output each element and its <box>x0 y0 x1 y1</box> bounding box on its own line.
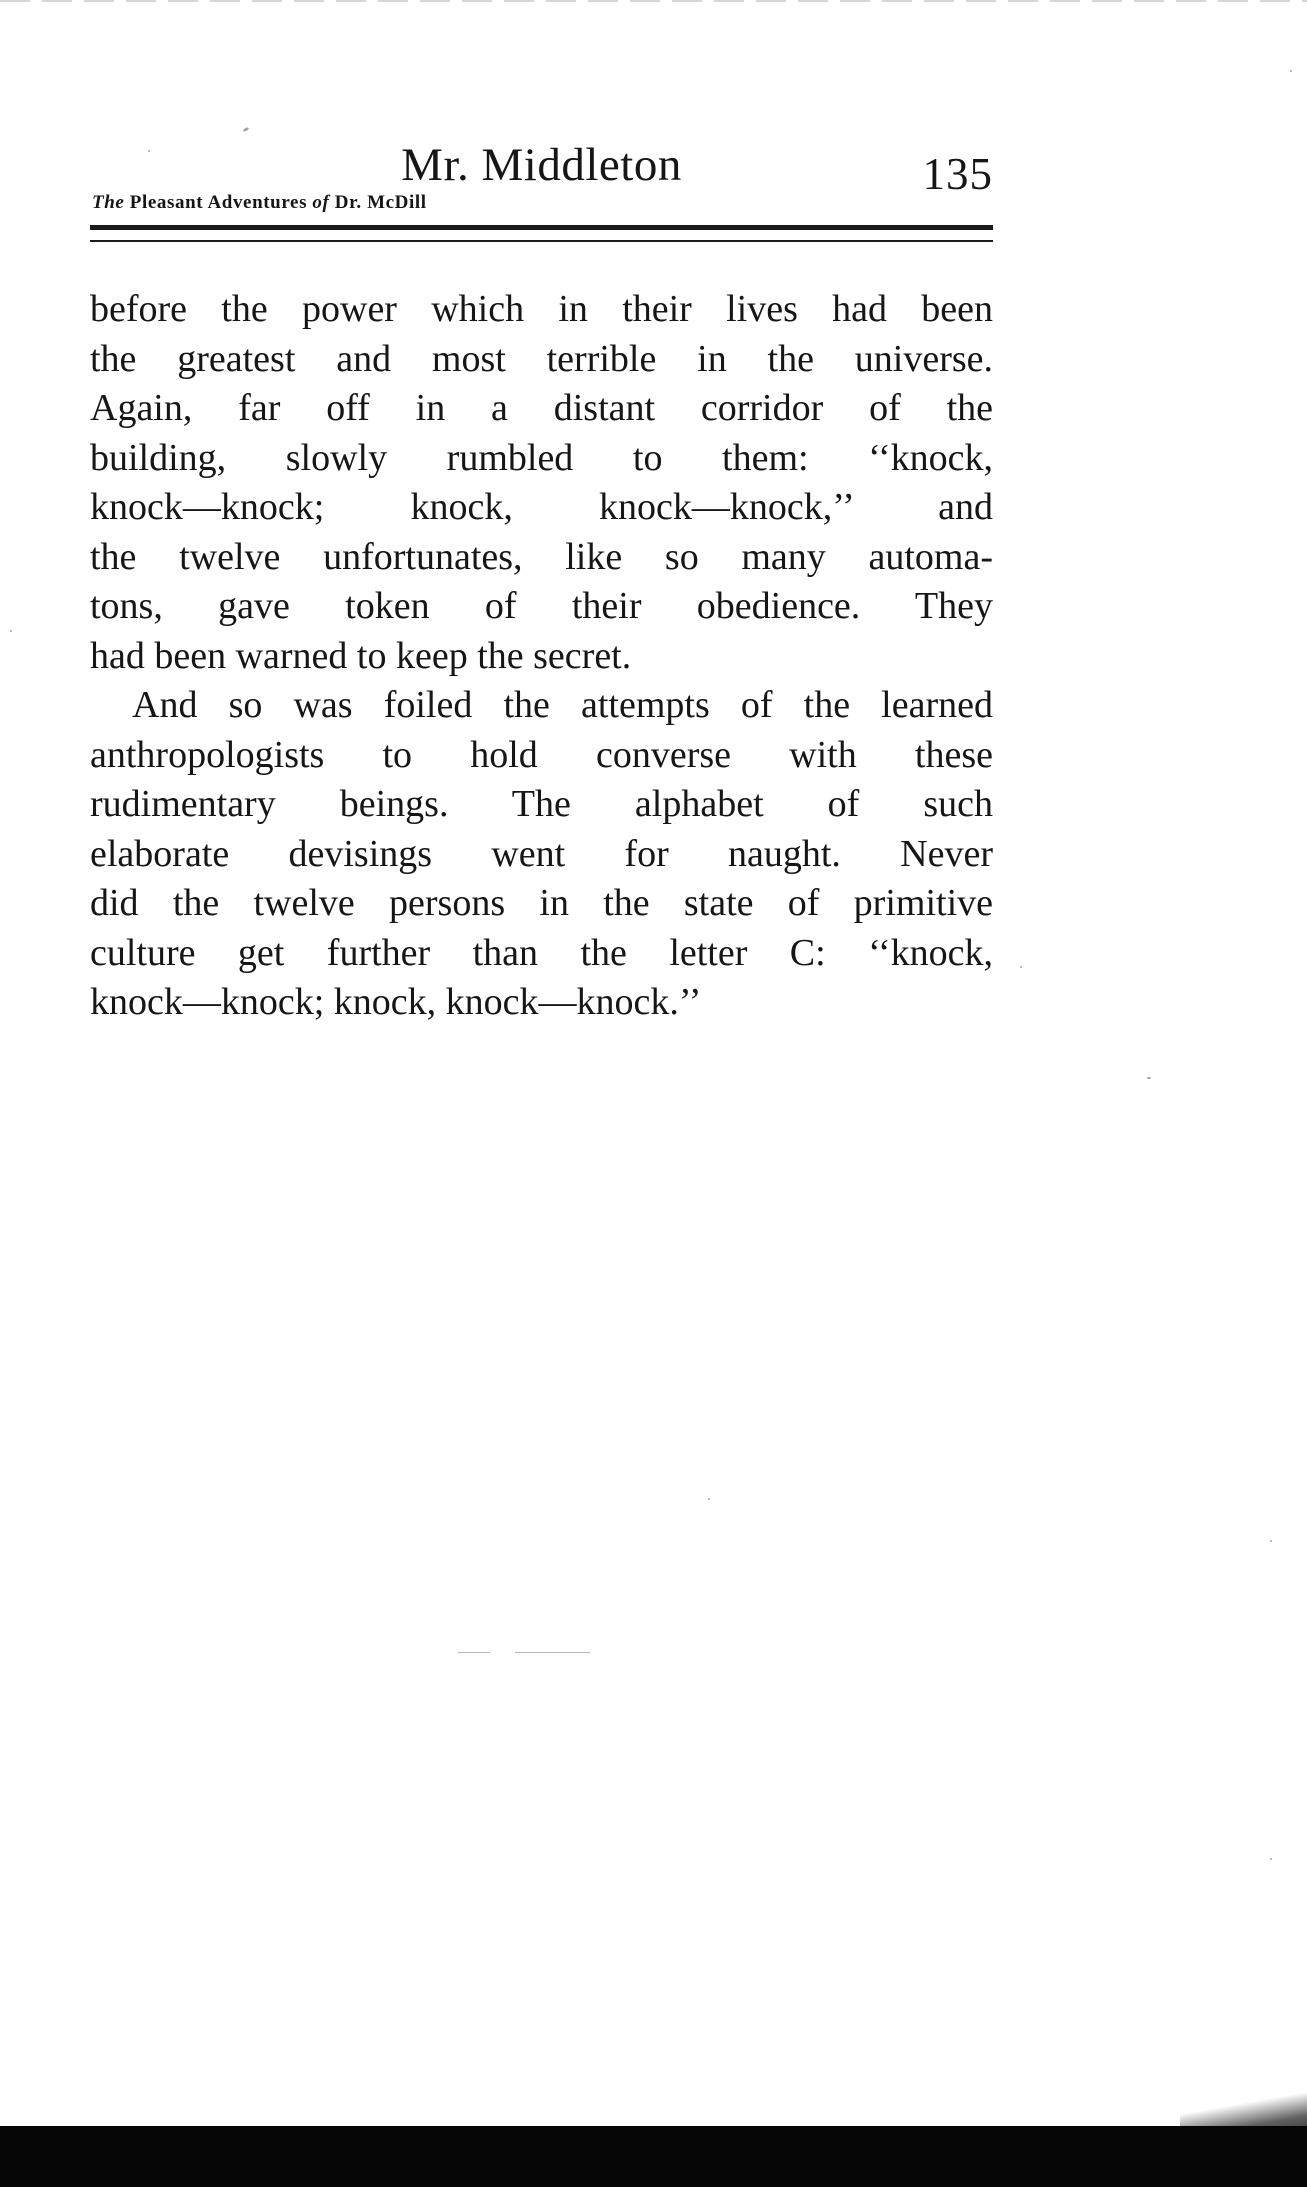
book-title <box>92 192 427 214</box>
book-title-the: The <box>92 192 125 213</box>
scan-speck <box>1020 966 1022 968</box>
chapter-title: Mr. Middleton <box>401 139 682 191</box>
body-text <box>90 285 993 1028</box>
paragraph-1 <box>90 285 993 681</box>
text-line: rudimentary beings. The alphabet of such <box>90 783 993 825</box>
scan-shadow <box>1180 2090 1307 2128</box>
text-line: elaborate devisings went for naught. Never <box>90 832 993 875</box>
scan-speck <box>10 630 12 632</box>
scan-speck <box>148 150 150 152</box>
scan-speck <box>708 1498 710 1500</box>
page-number: 135 <box>922 149 993 199</box>
scan-top-edge <box>0 0 1307 2</box>
book-title-end: Dr. McDill <box>329 192 427 213</box>
book-title-of: of <box>312 192 330 213</box>
scan-speck <box>1270 1858 1272 1860</box>
text-line: tons, gave token of their obedience. They <box>90 585 993 627</box>
scan-dash <box>458 1652 490 1653</box>
running-head <box>90 130 993 230</box>
text-line: had been warned to keep the secret. <box>90 634 632 677</box>
text-line: knock—knock; knock, knock—knock.’’ <box>90 981 702 1023</box>
text-line: the twelve unfortunates, like so many automa- <box>90 535 993 578</box>
text-line: anthropologists to hold converse with these <box>90 733 993 776</box>
scan-bottom-edge <box>0 2126 1307 2187</box>
paragraph-2 <box>90 681 993 1028</box>
text-line: the greatest and most terrible in the universe. <box>90 337 993 380</box>
text-line: building, slowly rumbled to them: ‘‘knock, <box>90 436 993 479</box>
header-rule-thin <box>90 240 993 242</box>
text-line: did the twelve persons in the state of primitive <box>90 882 993 924</box>
scan-dash <box>515 1652 590 1653</box>
text-line: knock—knock; knock, knock—knock,’’ and <box>90 486 993 528</box>
text-line: And so was foiled the attempts of the learned <box>132 684 993 726</box>
text-line: Again, far off in a distant corridor of the <box>90 387 993 429</box>
text-line: culture get further than the letter C: ‘‘knock, <box>90 931 993 974</box>
text-line: before the power which in their lives had been <box>90 288 993 330</box>
book-title-middle: Pleasant Adventures <box>124 192 313 213</box>
scan-speck <box>1290 70 1292 72</box>
scan-speck <box>1270 1540 1272 1542</box>
header-rule-thick <box>90 225 993 230</box>
scan-speck <box>1147 1077 1151 1079</box>
